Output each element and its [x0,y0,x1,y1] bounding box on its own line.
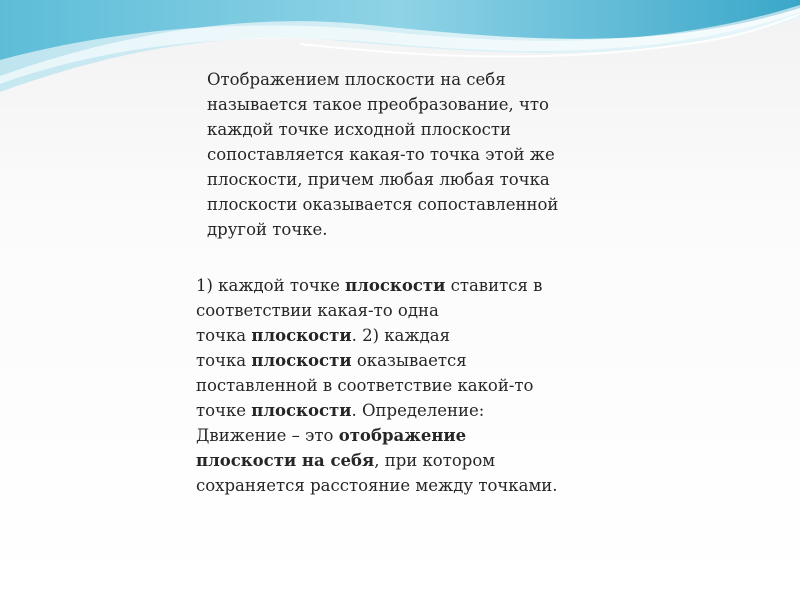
text-run: . 2) каждая [351,326,450,345]
definition-line: сопоставляется какая-то точка этой же [207,145,555,164]
bold-term: плоскости на себя [196,451,375,470]
text-run: точка [196,326,252,345]
definition-line: плоскости оказывается сопоставленной [207,195,559,214]
text-run: точка [196,351,252,370]
motion-line [196,423,576,448]
motion-line: соответствии какая-то одна [196,301,439,320]
motion-line [196,323,576,348]
bold-term: плоскости [251,401,352,420]
definition-line: Отображением плоскости на себя [207,70,506,89]
motion-line [196,348,576,373]
text-run: ставится в [445,276,543,295]
definition-line: плоскости, причем любая любая точка [207,170,550,189]
text-run: . Определение: [351,401,485,420]
motion-line [196,398,576,423]
text-run: Движение – это [196,426,339,445]
text-run: оказывается [351,351,467,370]
text-run: 1) каждой точке [196,276,346,295]
bold-term: плоскости [251,351,352,370]
bold-term: плоскости [251,326,352,345]
definition-line: каждой точке исходной плоскости [207,120,512,139]
motion-line: поставленной в соответствие какой-то [196,376,534,395]
definition-paragraph [207,67,587,242]
motion-paragraph [196,273,576,498]
motion-line [196,448,576,473]
motion-line: сохраняется расстояние между точками. [196,476,558,495]
definition-line: называется такое преобразование, что [207,95,549,114]
text-run: , при котором [374,451,496,470]
motion-line [196,273,576,298]
bold-term: плоскости [345,276,446,295]
definition-line: другой точке. [207,220,328,239]
text-run: точке [196,401,252,420]
bold-term: отображение [338,426,467,445]
